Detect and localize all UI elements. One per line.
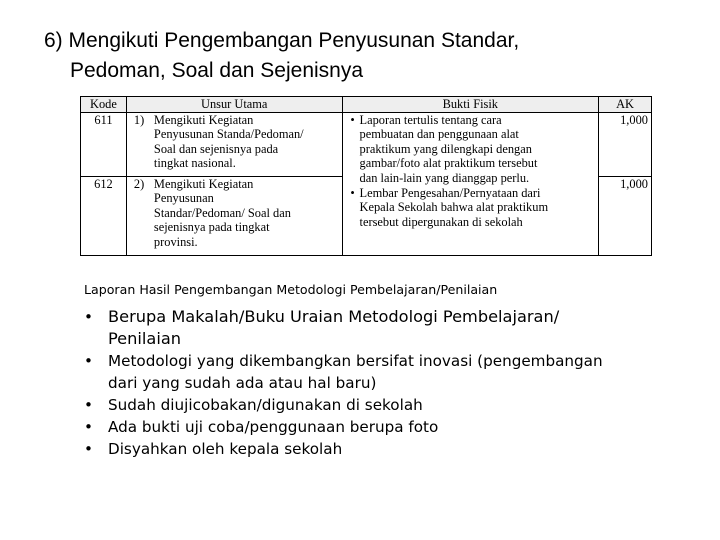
list-item [84,394,684,416]
unsur-line: Penyusunan [153,191,214,206]
bukti-item [346,186,596,230]
bukti-item [346,113,596,186]
bukti-line: Lembar Pengesahan/Pernyataan dari [359,185,541,200]
bullet-icon: • [84,418,93,436]
bukti-fisik-cell [342,112,599,255]
unsur-line: tingkat nasional. [153,156,236,171]
unsur-line: Penyusunan Standa/Pedoman/ [153,127,304,142]
list-item-text: Sudah diujicobakan/digunakan di sekolah [108,396,423,414]
header-kode: Kode [81,97,127,113]
list-item [84,306,684,350]
list-item-text: Metodologi yang dikembangkan bersifat inovasi (pengembangan [108,352,603,370]
bullet-icon: • [84,352,93,370]
bullet-icon: • [350,185,355,200]
title-line-1: 6) Mengikuti Pengembangan Penyusunan Standar, [44,29,520,52]
bukti-line: tersebut dipergunakan di sekolah [359,214,523,229]
row-kode: 612 [81,176,127,255]
bullet-icon: • [84,440,93,458]
table-row [81,112,652,176]
list-item-text: Berupa Makalah/Buku Uraian Metodologi Pembelajaran/ [108,307,560,326]
list-item [84,350,684,394]
bullet-icon: • [84,308,93,326]
header-bukti-fisik: Bukti Fisik [342,97,599,113]
row-unsur-utama [126,176,342,255]
unsur-line: Standar/Pedoman/ Soal dan [153,205,291,220]
row-number: 1) [133,112,145,127]
unsur-text [154,113,339,171]
row-number: 2) [133,176,145,191]
row-ak: 1,000 [599,112,652,176]
requirements-list [84,306,684,460]
list-item-text: dari yang sudah ada atau hal baru) [108,374,377,392]
list-item-text: Disyahkan oleh kepala sekolah [108,440,343,458]
bukti-line: gambar/foto alat praktikum tersebut [359,156,538,171]
section-subheading: Laporan Hasil Pengembangan Metodologi Pembelajaran/Penilaian [84,282,498,297]
row-kode: 611 [81,112,127,176]
slide-title [44,26,684,86]
bukti-line: Laporan tertulis tentang cara [359,112,502,127]
unsur-line: Mengikuti Kegiatan [153,176,254,191]
header-unsur-utama: Unsur Utama [126,97,342,113]
title-line-2: Pedoman, Soal dan Sejenisnya [70,59,364,82]
row-ak: 1,000 [599,176,652,255]
bullet-icon: • [350,112,355,127]
bukti-line: pembuatan dan penggunaan alat [359,127,519,142]
bukti-line: Kepala Sekolah bahwa alat praktikum [359,200,549,215]
list-item-text: Ada bukti uji coba/penggunaan berupa foto [108,418,439,436]
table-header-row [81,97,652,113]
unsur-text [154,177,339,250]
unsur-line: Mengikuti Kegiatan [153,112,254,127]
header-ak: AK [599,97,652,113]
bukti-line: praktikum yang dilengkapi dengan [359,141,532,156]
unsur-line: provinsi. [153,234,198,249]
list-item-text: Penilaian [108,329,181,348]
list-item [84,438,684,460]
row-unsur-utama [126,112,342,176]
bullet-icon: • [84,396,93,414]
unsur-line: Soal dan sejenisnya pada [153,141,279,156]
bukti-line: dan lain-lain yang dianggap perlu. [359,170,530,185]
unsur-line: sejenisnya pada tingkat [153,220,270,235]
list-item [84,416,684,438]
standards-table [80,96,652,256]
